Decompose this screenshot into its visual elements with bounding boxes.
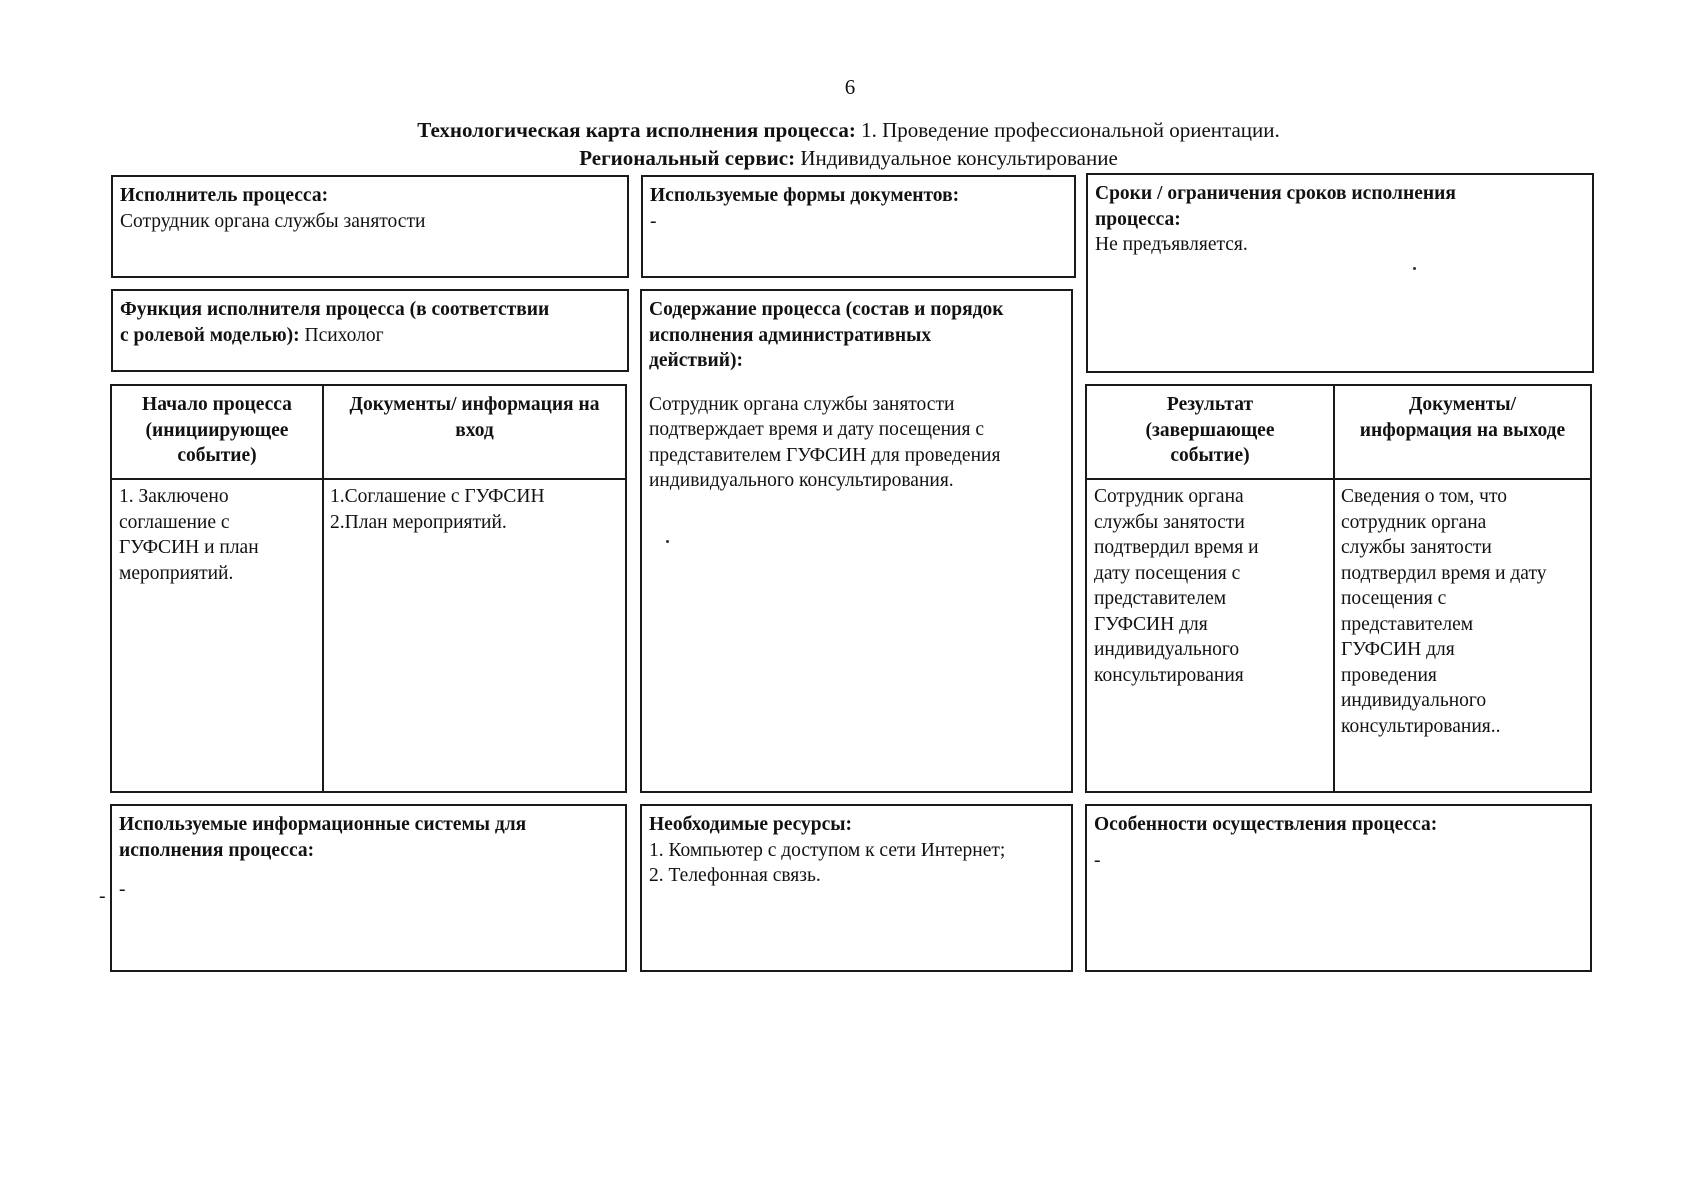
start-event-cell: 1. Заключено соглашение с ГУФСИН и план мероприятий. bbox=[119, 486, 259, 584]
executor-label: Исполнитель процесса: bbox=[120, 185, 329, 206]
speck bbox=[666, 540, 669, 543]
margin-mark: - bbox=[99, 886, 106, 907]
function-label-line1: Функция исполнителя процесса (в соответствии bbox=[120, 299, 550, 320]
process-result-table bbox=[1085, 384, 1592, 793]
service-value: Индивидуальное консультирование bbox=[800, 146, 1118, 170]
resources-item: 2. Телефонная связь. bbox=[649, 865, 821, 886]
document-forms-value: - bbox=[650, 210, 657, 232]
features-label: Особенности осуществления процесса: bbox=[1094, 814, 1438, 835]
start-header: Начало процесса (инициирующее событие) bbox=[142, 394, 292, 466]
content-label-line1: Содержание процесса (состав и порядок bbox=[649, 299, 1004, 320]
content-label-line3: действий): bbox=[649, 350, 743, 371]
features-box bbox=[1085, 804, 1592, 972]
deadlines-label-line2: процесса: bbox=[1095, 208, 1181, 230]
info-systems-label-line2: исполнения процесса: bbox=[119, 839, 315, 861]
content-line: подтверждает время и дату посещения с bbox=[649, 419, 984, 440]
result-header: Результат (завершающее событие) bbox=[1145, 394, 1275, 466]
document-forms-box bbox=[641, 175, 1076, 278]
function-box bbox=[111, 289, 629, 372]
title-value: 1. Проведение профессиональной ориентации. bbox=[861, 118, 1280, 142]
info-systems-label-line1: Используемые информационные системы для bbox=[119, 814, 527, 835]
content-line: представителем ГУФСИН для проведения bbox=[649, 444, 1001, 466]
executor-box bbox=[111, 175, 629, 278]
process-content-box bbox=[640, 289, 1073, 793]
info-systems-box bbox=[110, 804, 627, 972]
executor-value: Сотрудник органа службы занятости bbox=[120, 210, 426, 232]
service-line bbox=[150, 146, 1547, 172]
info-systems-value: - bbox=[119, 879, 126, 900]
features-value: - bbox=[1094, 849, 1101, 871]
resources-label: Необходимые ресурсы: bbox=[649, 814, 853, 835]
deadlines-label-line1: Сроки / ограничения сроков исполнения bbox=[1095, 183, 1456, 204]
deadlines-value: Не предъявляется. bbox=[1095, 234, 1248, 255]
content-label-line2: исполнения административных bbox=[649, 324, 932, 346]
output-documents-header: Документы/ информация на выходе bbox=[1359, 394, 1566, 441]
input-documents-cell: 1.Соглашение с ГУФСИН 2.План мероприятий. bbox=[330, 486, 545, 533]
resources-item: 1. Компьютер с доступом к сети Интернет; bbox=[649, 839, 1006, 861]
content-line: индивидуального консультирования. bbox=[649, 470, 954, 491]
title-label: Технологическая карта исполнения процесса: bbox=[417, 118, 856, 142]
deadlines-box bbox=[1086, 173, 1594, 373]
speck bbox=[1413, 267, 1416, 270]
function-value: Психолог bbox=[304, 324, 384, 346]
document-forms-label: Используемые формы документов: bbox=[650, 185, 960, 206]
function-label-line2: с ролевой моделью): bbox=[120, 324, 300, 346]
resources-box bbox=[640, 804, 1073, 972]
page-number: 6 bbox=[844, 75, 856, 99]
document-title bbox=[150, 118, 1547, 144]
process-start-table bbox=[110, 384, 627, 793]
output-documents-cell: Сведения о том, что сотрудник органа службы занятости подтвердил время и дату посещения с представителем ГУФСИН для проведения индивидуального консультирования.. bbox=[1341, 486, 1547, 737]
service-label: Региональный сервис: bbox=[579, 146, 796, 170]
input-documents-header: Документы/ информация на вход bbox=[349, 394, 600, 441]
result-event-cell: Сотрудник органа службы занятости подтвердил время и дату посещения с представителем ГУФСИН для индивидуального консультирования bbox=[1094, 486, 1259, 686]
content-line: Сотрудник органа службы занятости bbox=[649, 393, 955, 415]
